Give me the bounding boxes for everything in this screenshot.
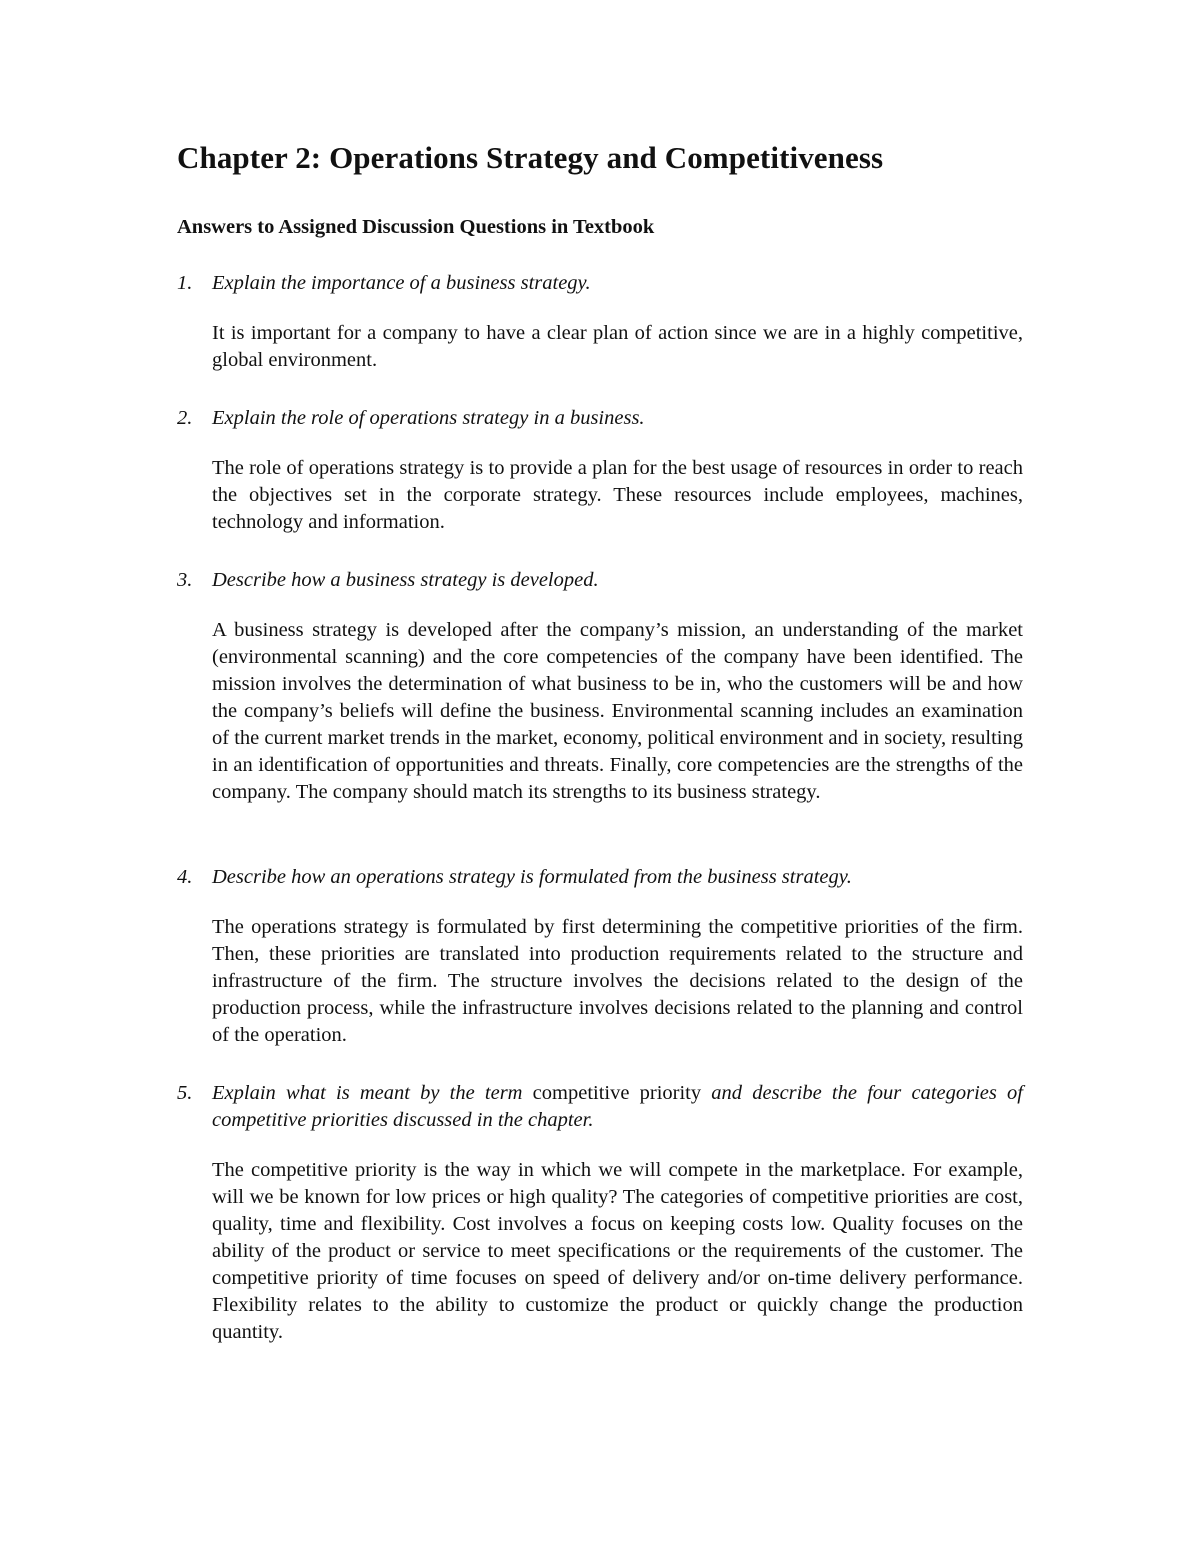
question-text: Describe how an operations strategy is formulated from the business strategy. — [212, 866, 852, 888]
question-term: competitive priority — [532, 1082, 702, 1104]
question-3 — [177, 567, 1023, 594]
chapter-title: Chapter 2: Operations Strategy and Competitiveness — [177, 140, 884, 175]
question-text-part1: Explain what is meant by the term — [212, 1082, 533, 1104]
question-item-3 — [177, 567, 1023, 806]
question-number: 4. — [177, 866, 193, 888]
question-text — [212, 1082, 1023, 1131]
answer-3: A business strategy is developed after the company’s mission, an understanding of the market (environmental scanning) and the core competencies of the company have been identified. The mission involves the determination of what business to be in, who the customers will be and how the company’s beliefs will define the business. Environmental scanning includes an examination of the current market trends in the market, economy, political environment and in society, resulting in an identification of opportunities and threats. Finally, core competencies are the strengths of the company. The company should match its strengths to its business strategy. — [212, 619, 1023, 803]
question-text: Describe how a business strategy is developed. — [212, 569, 599, 591]
answer-1: It is important for a company to have a clear plan of action since we are in a highly competitive, global environment. — [212, 322, 1023, 371]
question-item-4 — [177, 864, 1023, 1049]
question-text-part2: and describe the four categories of competitive priorities discussed in the chapter. — [212, 1082, 1023, 1131]
question-5 — [177, 1080, 1023, 1134]
question-4 — [177, 864, 1023, 891]
question-number: 5. — [177, 1082, 193, 1104]
question-number: 1. — [177, 272, 193, 294]
question-number: 3. — [177, 569, 193, 591]
section-subtitle: Answers to Assigned Discussion Questions in Textbook — [177, 216, 655, 238]
question-item-5 — [177, 1080, 1023, 1346]
question-number: 2. — [177, 407, 193, 429]
answer-4: The operations strategy is formulated by first determining the competitive priorities of the firm. Then, these priorities are translated into production requirements related to the structure and infrastructure of the firm. The structure involves the decisions related to the design of the production process, while the infrastructure involves decisions related to the planning and control of the operation. — [212, 916, 1023, 1046]
question-2 — [177, 405, 1023, 432]
answer-5: The competitive priority is the way in which we will compete in the marketplace. For example, will we be known for low prices or high quality? The categories of competitive priorities are cost, quality, time and flexibility. Cost involves a focus on keeping costs low. Quality focuses on the ability of the product or service to meet specifications or the requirements of the customer. The competitive priority of time focuses on speed of delivery and/or on-time delivery performance. Flexibility relates to the ability to customize the product or quickly change the production quantity. — [212, 1159, 1023, 1343]
question-item-2 — [177, 405, 1023, 536]
answer-2: The role of operations strategy is to provide a plan for the best usage of resources in order to reach the objectives set in the corporate strategy. These resources include employees, machines, technology and information. — [212, 457, 1023, 533]
question-1 — [177, 270, 1023, 297]
question-text: Explain the importance of a business strategy. — [212, 272, 591, 294]
question-item-1 — [177, 270, 1023, 374]
question-text: Explain the role of operations strategy in a business. — [212, 407, 645, 429]
